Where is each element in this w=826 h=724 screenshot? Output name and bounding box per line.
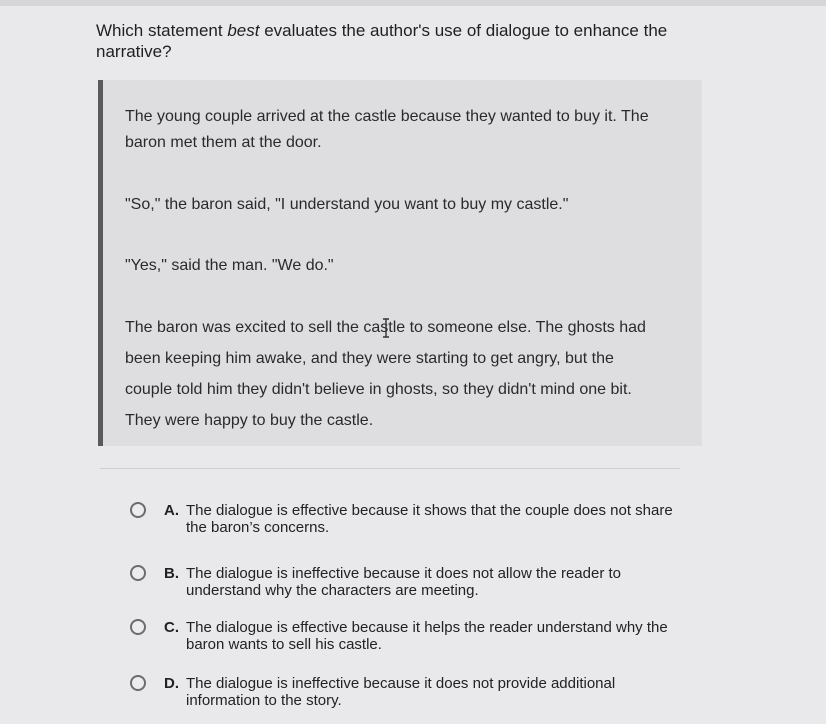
question-text-after: evaluates the author's use of dialogue to enhance the narrative? <box>96 21 668 61</box>
option-text: The dialogue is effective because it helps the reader understand why the baron wants to sell his castle. <box>186 619 668 653</box>
option-text: The dialogue is ineffective because it does not provide additional information to the story. <box>186 675 616 709</box>
answer-option-d[interactable] <box>124 673 684 717</box>
answer-option-b[interactable] <box>124 563 684 607</box>
question-emphasis: best <box>227 21 260 40</box>
option-text: The dialogue is ineffective because it does not allow the reader to understand why the characters are meeting. <box>186 565 621 599</box>
option-letter: A. <box>164 502 179 519</box>
passage-paragraph-4: The baron was excited to sell the castle to someone else. The ghosts had been keeping him awake, and they were starting to get angry, but the couple told him they didn't believe in ghosts, so they didn't mind one bit. They were happy to buy the castle. <box>125 319 646 429</box>
passage-paragraph-3: "Yes," said the man. "We do." <box>125 257 334 274</box>
top-divider <box>0 0 826 6</box>
option-letter: C. <box>164 619 179 636</box>
option-letter: D. <box>164 675 179 692</box>
radio-button-icon[interactable] <box>130 675 146 691</box>
option-letter: B. <box>164 565 179 582</box>
radio-button-icon[interactable] <box>130 565 146 581</box>
radio-button-icon[interactable] <box>130 502 146 518</box>
passage-divider <box>100 468 680 469</box>
passage-paragraph-2: "So," the baron said, "I understand you want to buy my castle." <box>125 196 569 213</box>
radio-button-icon[interactable] <box>130 619 146 635</box>
question-prompt <box>96 20 716 62</box>
text-cursor-icon <box>381 318 391 338</box>
passage-excerpt <box>98 80 702 446</box>
passage-paragraph-1: The young couple arrived at the castle because they wanted to buy it. The baron met them at the door. <box>125 108 649 151</box>
answer-option-c[interactable] <box>124 617 684 661</box>
option-text: The dialogue is effective because it shows that the couple does not share the baron’s concerns. <box>186 502 673 536</box>
question-text-before: Which statement <box>96 21 228 40</box>
answer-option-a[interactable] <box>124 500 684 544</box>
